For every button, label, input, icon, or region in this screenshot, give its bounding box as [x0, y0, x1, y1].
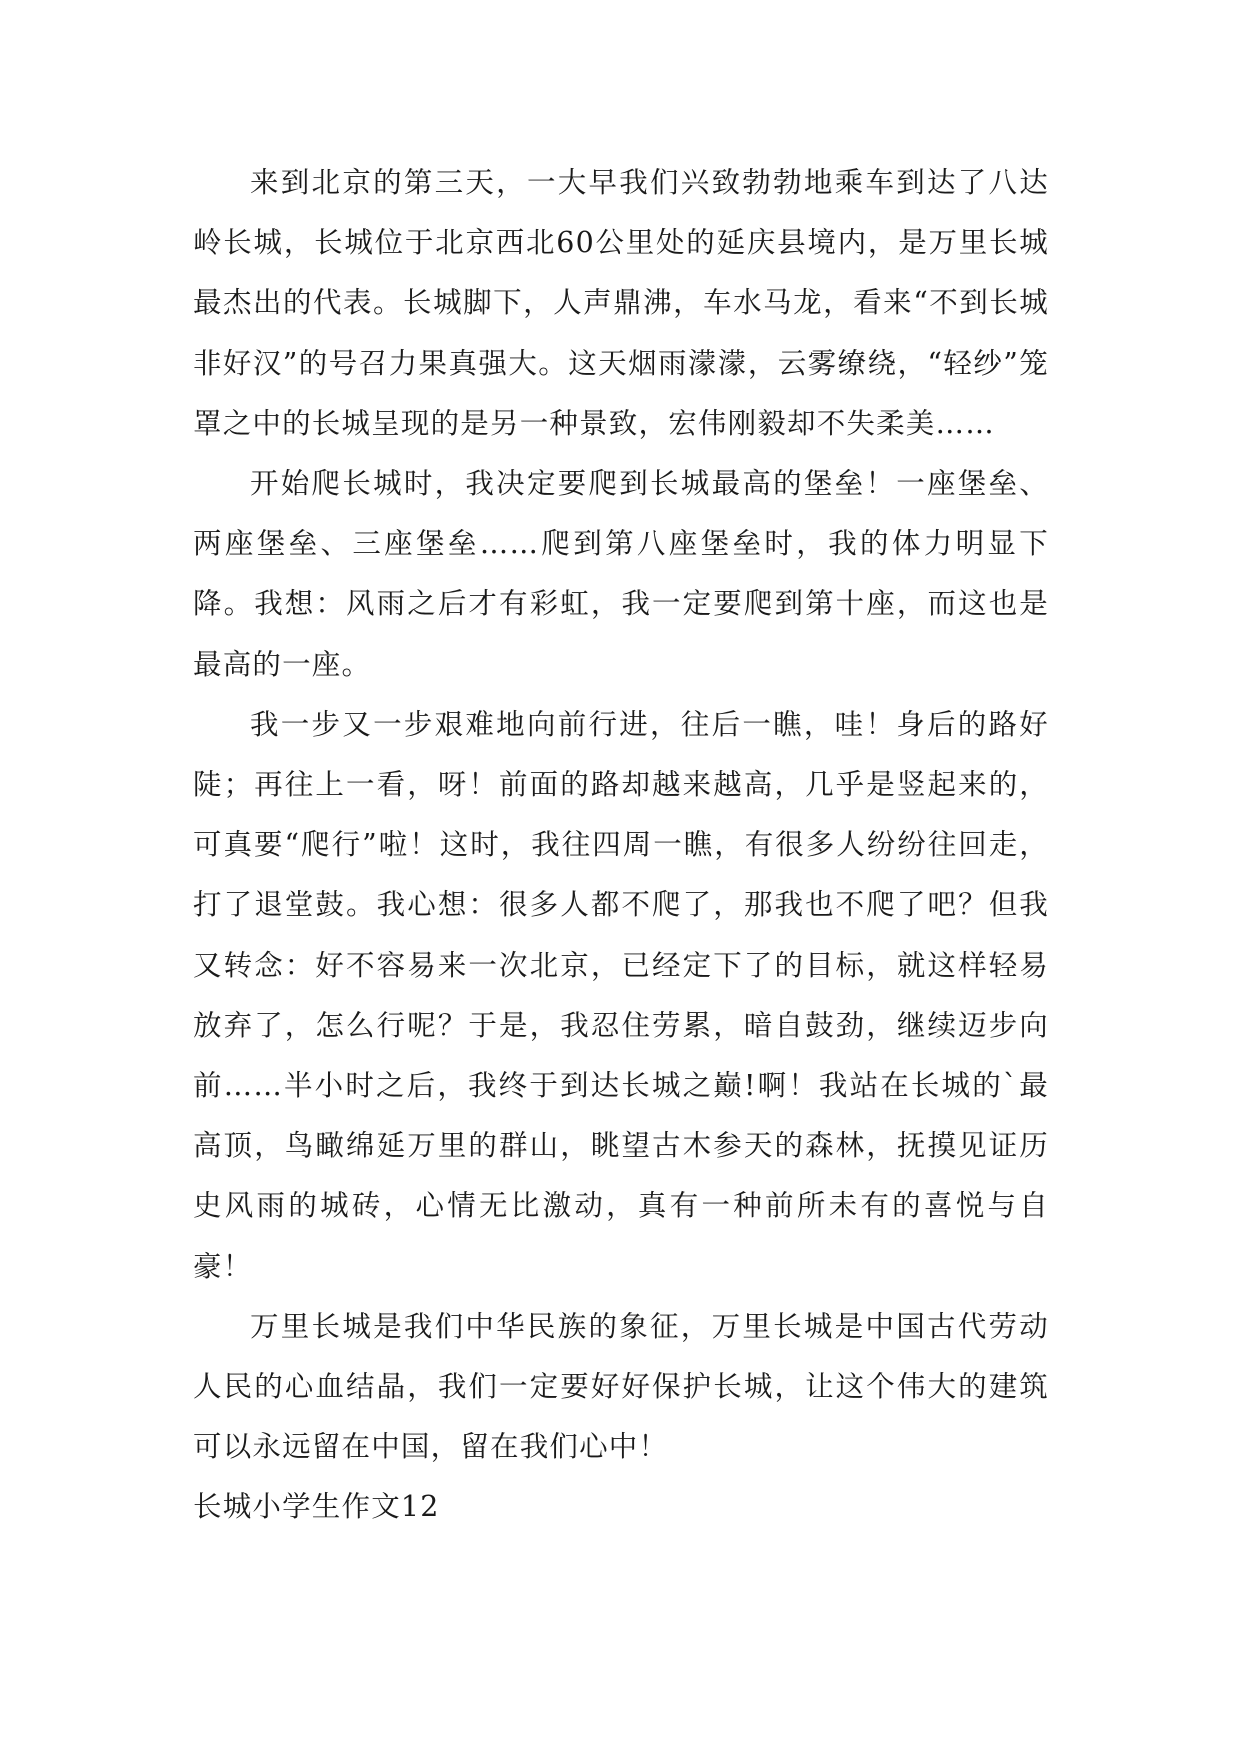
paragraph-conclusion: 万里长城是我们中华民族的象征，万里长城是中国古代劳动人民的心血结晶，我们一定要好好保护长城，让这个伟大的建筑可以永远留在中国，留在我们心中！ — [193, 1309, 1049, 1464]
paragraph-arrival: 来到北京的第三天，一大早我们兴致勃勃地乘车到达了八达岭长城，长城位于北京西北60公里处的延庆县境内，是万里长城最杰出的代表。长城脚下，人声鼎沸，车水马龙，看来“不到长城非好汉”的号召力果真强大。这天烟雨濛濛，云雾缭绕，“轻纱”笼罩之中的长城呈现的是另一种景致，宏伟刚毅却不失柔美…… — [193, 166, 1049, 440]
document-body — [193, 153, 1049, 1537]
next-essay-title: 长城小学生作文12 — [193, 1490, 440, 1524]
paragraph-reach-summit: 我一步又一步艰难地向前行进，往后一瞧，哇！身后的路好陡；再往上一看，呀！前面的路却越来越高，几乎是竖起来的，可真要“爬行”啦！这时，我往四周一瞧，有很多人纷纷往回走，打了退堂鼓。我心想：很多人都不爬了，那我也不爬了吧？但我又转念：好不容易来一次北京，已经定下了的目标，就这样轻易放弃了，怎么行呢？于是，我忍住劳累，暗自鼓劲，继续迈步向前……半小时之后，我终于到达长城之巅!啊！我站在长城的`最高顶，鸟瞰绵延万里的群山，眺望古木参天的森林，抚摸见证历史风雨的城砖，心情无比激动，真有一种前所未有的喜悦与自豪！ — [193, 707, 1049, 1283]
paragraph-start-climb: 开始爬长城时，我决定要爬到长城最高的堡垒！一座堡垒、两座堡垒、三座堡垒……爬到第八座堡垒时，我的体力明显下降。我想：风雨之后才有彩虹，我一定要爬到第十座，而这也是最高的一座。 — [193, 467, 1049, 681]
